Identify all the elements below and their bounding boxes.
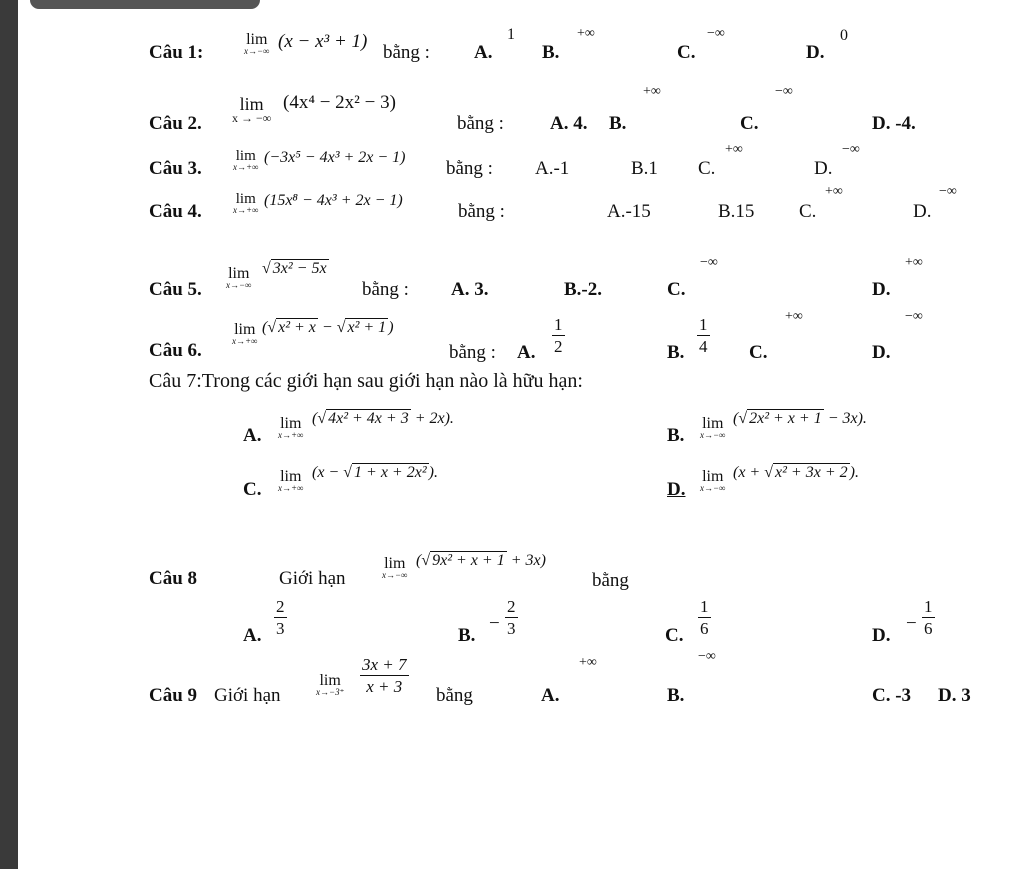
limit-expression: √ 3x² − 5x	[262, 260, 327, 277]
option-a: A.-1	[535, 158, 570, 179]
option-a-label: A.	[517, 342, 536, 363]
option-d-value: −∞	[842, 142, 860, 157]
option-d-sign: −	[906, 613, 917, 634]
option-b-label: B.	[667, 342, 685, 363]
option-c-label: C.	[665, 625, 684, 646]
option-b-value: −∞	[698, 649, 716, 664]
limit-symbol: lim x→+∞	[232, 321, 258, 346]
limit-symbol: lim x→−∞	[700, 468, 726, 493]
question-label: Câu 8	[149, 568, 198, 589]
limit-symbol: lim x→−∞	[700, 415, 726, 440]
option-c-label: C.	[799, 201, 817, 222]
question-label: Câu 2.	[149, 113, 202, 134]
question-label: Câu 6.	[149, 340, 202, 361]
option-d-label: D.	[913, 201, 932, 222]
limit-expression: (−3x⁵ − 4x³ + 2x − 1)	[264, 149, 406, 166]
option-b-fraction: $\frac{1}{4}$	[699, 315, 708, 356]
equals-word: bằng	[592, 570, 629, 591]
option-c-label: C.	[677, 42, 696, 63]
option-c-label: C.	[667, 279, 686, 300]
option-c-label: C.	[749, 342, 768, 363]
option-a-value: +∞	[579, 655, 597, 670]
option-b-fraction: $\frac{2}{3}$	[507, 597, 516, 638]
limit-symbol: lim x→+∞	[233, 191, 259, 215]
limit-symbol: lim x→−∞	[226, 265, 252, 290]
option-c-value: −∞	[775, 84, 793, 99]
option-d-expression: (x + √ x² + 3x + 2 ).	[733, 464, 859, 481]
limit-expression: (√ x² + x − √ x² + 1 )	[262, 319, 394, 336]
question-stem: Giới hạn	[214, 685, 281, 706]
limit-expression: (x − x³ + 1)	[278, 31, 368, 52]
option-b-label: B.	[542, 42, 560, 63]
option-d-value: −∞	[905, 309, 923, 324]
option-d-label: D.	[667, 479, 686, 500]
option-c: C. -3	[872, 685, 912, 706]
option-c-value: +∞	[725, 142, 743, 157]
limit-expression: (4x⁴ − 2x² − 3)	[283, 92, 396, 113]
option-d-value: 0	[840, 27, 848, 44]
option-b-expression: (√ 2x² + x + 1 − 3x).	[733, 410, 867, 427]
option-c-expression: (x − √ 1 + x + 2x² ).	[312, 464, 438, 481]
option-d: D. 3	[938, 685, 971, 706]
equals-word: bằng :	[449, 342, 496, 363]
limit-fraction: $\frac{3x + 7}{x + 3}$	[362, 655, 407, 696]
option-b-label: B.	[667, 685, 685, 706]
question-label: Câu 3.	[149, 158, 202, 179]
equals-word: bằng	[436, 685, 473, 706]
limit-symbol: lim x→+∞	[278, 468, 304, 493]
option-b: B.15	[718, 201, 755, 222]
option-d-label: D.	[806, 42, 825, 63]
equals-word: bằng :	[446, 158, 493, 179]
limit-symbol: lim x→−3⁺	[316, 672, 345, 697]
option-c-value: +∞	[785, 309, 803, 324]
limit-symbol: lim x → −∞	[232, 94, 272, 125]
question-stem: Giới hạn	[279, 568, 346, 589]
option-a: A. 3.	[451, 279, 489, 300]
option-a-fraction: $\frac{1}{2}$	[554, 315, 563, 356]
question-label: Câu 5.	[149, 279, 202, 300]
option-c-fraction: $\frac{1}{6}$	[700, 597, 709, 638]
option-b: B.1	[631, 158, 658, 179]
option-c-value: +∞	[825, 184, 843, 199]
option-d-label: D.	[872, 279, 891, 300]
equals-word: bằng :	[383, 42, 430, 63]
option-a-label: A.	[243, 425, 262, 446]
option-b-label: B.	[667, 425, 685, 446]
option-b-value: +∞	[577, 26, 595, 41]
window-frame-top	[30, 0, 260, 9]
option-a-expression: (√ 4x² + 4x + 3 + 2x).	[312, 410, 454, 427]
option-b-label: B.	[609, 113, 627, 134]
option-a-label: A.	[474, 42, 493, 63]
option-a: A. 4.	[550, 113, 588, 134]
question-label: Câu 4.	[149, 201, 202, 222]
window-frame-left	[0, 0, 18, 869]
option-c-label: C.	[698, 158, 716, 179]
option-b-value: +∞	[643, 84, 661, 99]
limit-expression: (√ 9x² + x + 1 + 3x)	[416, 552, 546, 569]
option-b-label: B.	[458, 625, 476, 646]
option-a: A.-15	[607, 201, 651, 222]
question-stem: Câu 7:Trong các giới hạn sau giới hạn nào là hữu hạn:	[149, 370, 583, 392]
option-c-label: C.	[243, 479, 262, 500]
equals-word: bằng :	[458, 201, 505, 222]
option-b: B.-2.	[564, 279, 602, 300]
option-c-value: −∞	[700, 255, 718, 270]
option-c-label: C.	[740, 113, 759, 134]
option-d-label: D.	[872, 625, 891, 646]
option-a-fraction: $\frac{2}{3}$	[276, 597, 285, 638]
limit-symbol: lim x→−∞	[244, 31, 270, 56]
equals-word: bằng :	[362, 279, 409, 300]
option-d-label: D.	[872, 342, 891, 363]
question-label: Câu 9	[149, 685, 198, 706]
option-a-value: 1	[507, 26, 515, 43]
option-a-label: A.	[541, 685, 560, 706]
limit-symbol: lim x→+∞	[278, 415, 304, 440]
limit-expression: (15x⁸ − 4x³ + 2x − 1)	[264, 192, 403, 209]
limit-symbol: lim x→−∞	[382, 555, 408, 580]
equals-word: bằng :	[457, 113, 504, 134]
option-c-value: −∞	[707, 26, 725, 41]
limit-symbol: lim x→+∞	[233, 148, 259, 172]
option-d-value: +∞	[905, 255, 923, 270]
option-d: D. -4.	[872, 113, 916, 134]
option-d-value: −∞	[939, 184, 957, 199]
option-d-fraction: $\frac{1}{6}$	[924, 597, 933, 638]
question-label: Câu 1:	[149, 42, 204, 63]
option-d-label: D.	[814, 158, 833, 179]
option-a-label: A.	[243, 625, 262, 646]
option-b-sign: −	[489, 613, 500, 634]
